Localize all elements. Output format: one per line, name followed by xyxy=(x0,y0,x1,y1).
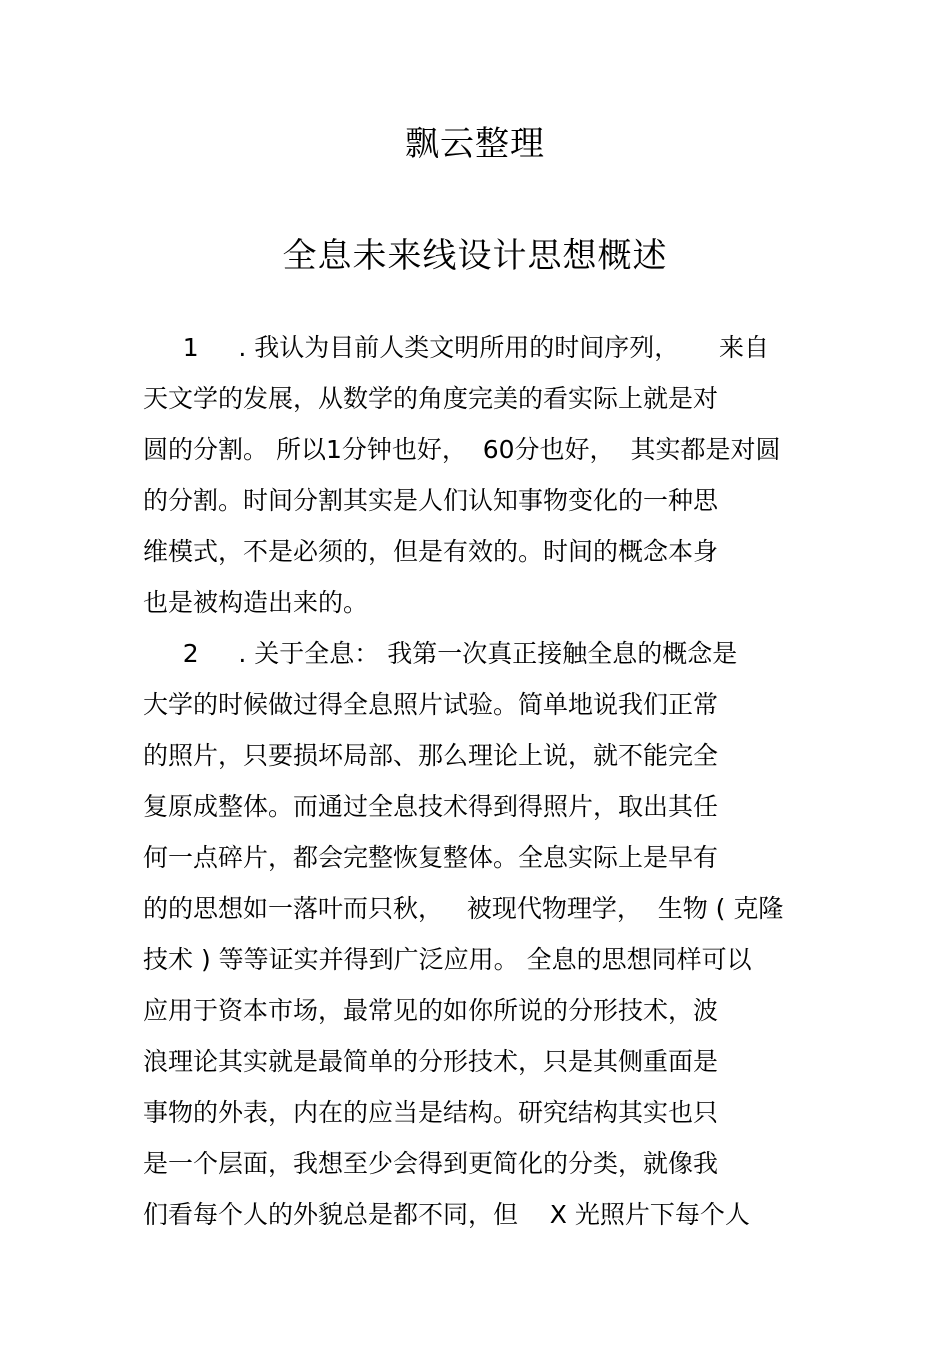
body-line: 事物的外表，内在的应当是结构。研究结构其实也只 xyxy=(143,1098,719,1127)
document-header: 飘云整理 xyxy=(405,124,545,164)
body-line: 维模式，不是必须的，但是有效的。时间的概念本身 xyxy=(143,537,719,566)
document-title: 全息未来线设计思想概述 xyxy=(282,236,668,276)
body-line: 的分割。时间分割其实是人们认知事物变化的一种思 xyxy=(143,486,719,515)
body-line: 1 . 我认为目前人类文明所用的时间序列， 来自 xyxy=(143,333,770,362)
body-line: 们看每个人的外貌总是都不同，但 X 光照片下每个人 xyxy=(143,1200,750,1229)
body-line: 是一个层面，我想至少会得到更简化的分类，就像我 xyxy=(143,1149,719,1178)
body-line: 浪理论其实就是最简单的分形技术，只是其侧重面是 xyxy=(143,1047,719,1076)
body-line: 的的思想如一落叶而只秋， 被现代物理学， 生物 ( 克隆 xyxy=(143,894,784,923)
body-line: 天文学的发展，从数学的角度完美的看实际上就是对 xyxy=(143,384,719,413)
body-line: 也是被构造出来的。 xyxy=(143,588,369,617)
body-line: 应用于资本市场，最常见的如你所说的分形技术，波 xyxy=(143,996,719,1025)
body-line: 何一点碎片，都会完整恢复整体。全息实际上是早有 xyxy=(143,843,719,872)
body-line: 技术 ) 等等证实并得到广泛应用。 全息的思想同样可以 xyxy=(143,945,752,974)
body-line: 复原成整体。而通过全息技术得到得照片，取出其任 xyxy=(143,792,719,821)
body-line: 的照片，只要损坏局部、那么理论上说，就不能完全 xyxy=(143,741,719,770)
body-line: 2 . 关于全息： 我第一次真正接触全息的概念是 xyxy=(143,639,738,668)
body-line: 圆的分割。 所以1分钟也好， 60分也好， 其实都是对圆 xyxy=(143,435,781,464)
body-line: 大学的时候做过得全息照片试验。简单地说我们正常 xyxy=(143,690,719,719)
